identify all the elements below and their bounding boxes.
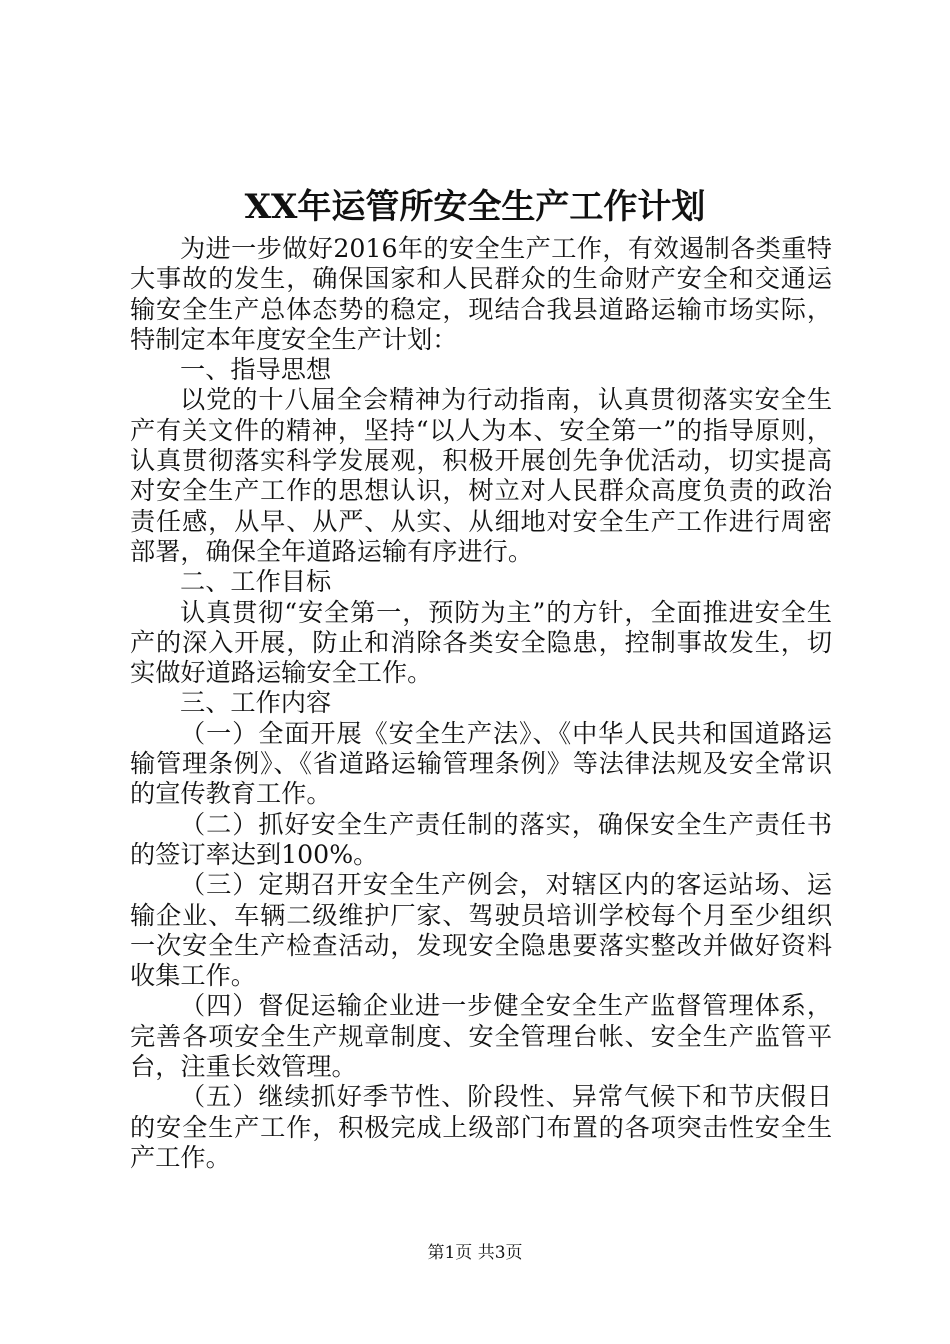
- content-item-4: （四）督促运输企业进一步健全安全生产监督管理体系，完善各项安全生产规章制度、安全管理台帐、安全生产监管平台，注重长效管理。: [130, 991, 832, 1082]
- page-footer: 第1页 共3页: [427, 1243, 523, 1263]
- section-heading-work-content: 三、工作内容: [180, 688, 332, 718]
- content-item-1: （一）全面开展《安全生产法》、《中华人民共和国道路运输管理条例》、《省道路运输管理条例》等法律法规及安全常识的宣传教育工作。: [130, 718, 832, 809]
- intro-paragraph: 为进一步做好2016年的安全生产工作，有效遏制各类重特大事故的发生，确保国家和人民群众的生命财产安全和交通运输安全生产总体态势的稳定，现结合我县道路运输市场实际，特制定本年度安全生产计划：: [130, 234, 832, 354]
- content-item-2: （二）抓好安全生产责任制的落实，确保安全生产责任书的签订率达到100%。: [130, 809, 832, 869]
- content-item-5: （五）继续抓好季节性、阶段性、异常气候下和节庆假日的安全生产工作，积极完成上级部门布置的各项突击性安全生产工作。: [130, 1082, 832, 1172]
- section-heading-work-goals: 二、工作目标: [180, 567, 332, 597]
- section-heading-guiding-thought: 一、指导思想: [180, 355, 332, 385]
- section-paragraph: 以党的十八届全会精神为行动指南，认真贯彻落实安全生产有关文件的精神，坚持“以人为本、安全第一”的指导原则，认真贯彻落实科学发展观，积极开展创先争优活动，切实提高对安全生产工作的思想认识，树立对人民群众高度负责的政治责任感，从早、从严、从实、从细地对安全生产工作进行周密部署，确保全年道路运输有序进行。: [130, 385, 832, 566]
- document-title: XX年运管所安全生产工作计划: [244, 187, 706, 227]
- content-item-3: （三）定期召开安全生产例会，对辖区内的客运站场、运输企业、车辆二级维护厂家、驾驶员培训学校每个月至少组织一次安全生产检查活动，发现安全隐患要落实整改并做好资料收集工作。: [130, 870, 832, 991]
- section-paragraph: 认真贯彻“安全第一，预防为主”的方针，全面推进安全生产的深入开展，防止和消除各类安全隐患，控制事故发生，切实做好道路运输安全工作。: [130, 597, 832, 688]
- document-body: [130, 234, 832, 1173]
